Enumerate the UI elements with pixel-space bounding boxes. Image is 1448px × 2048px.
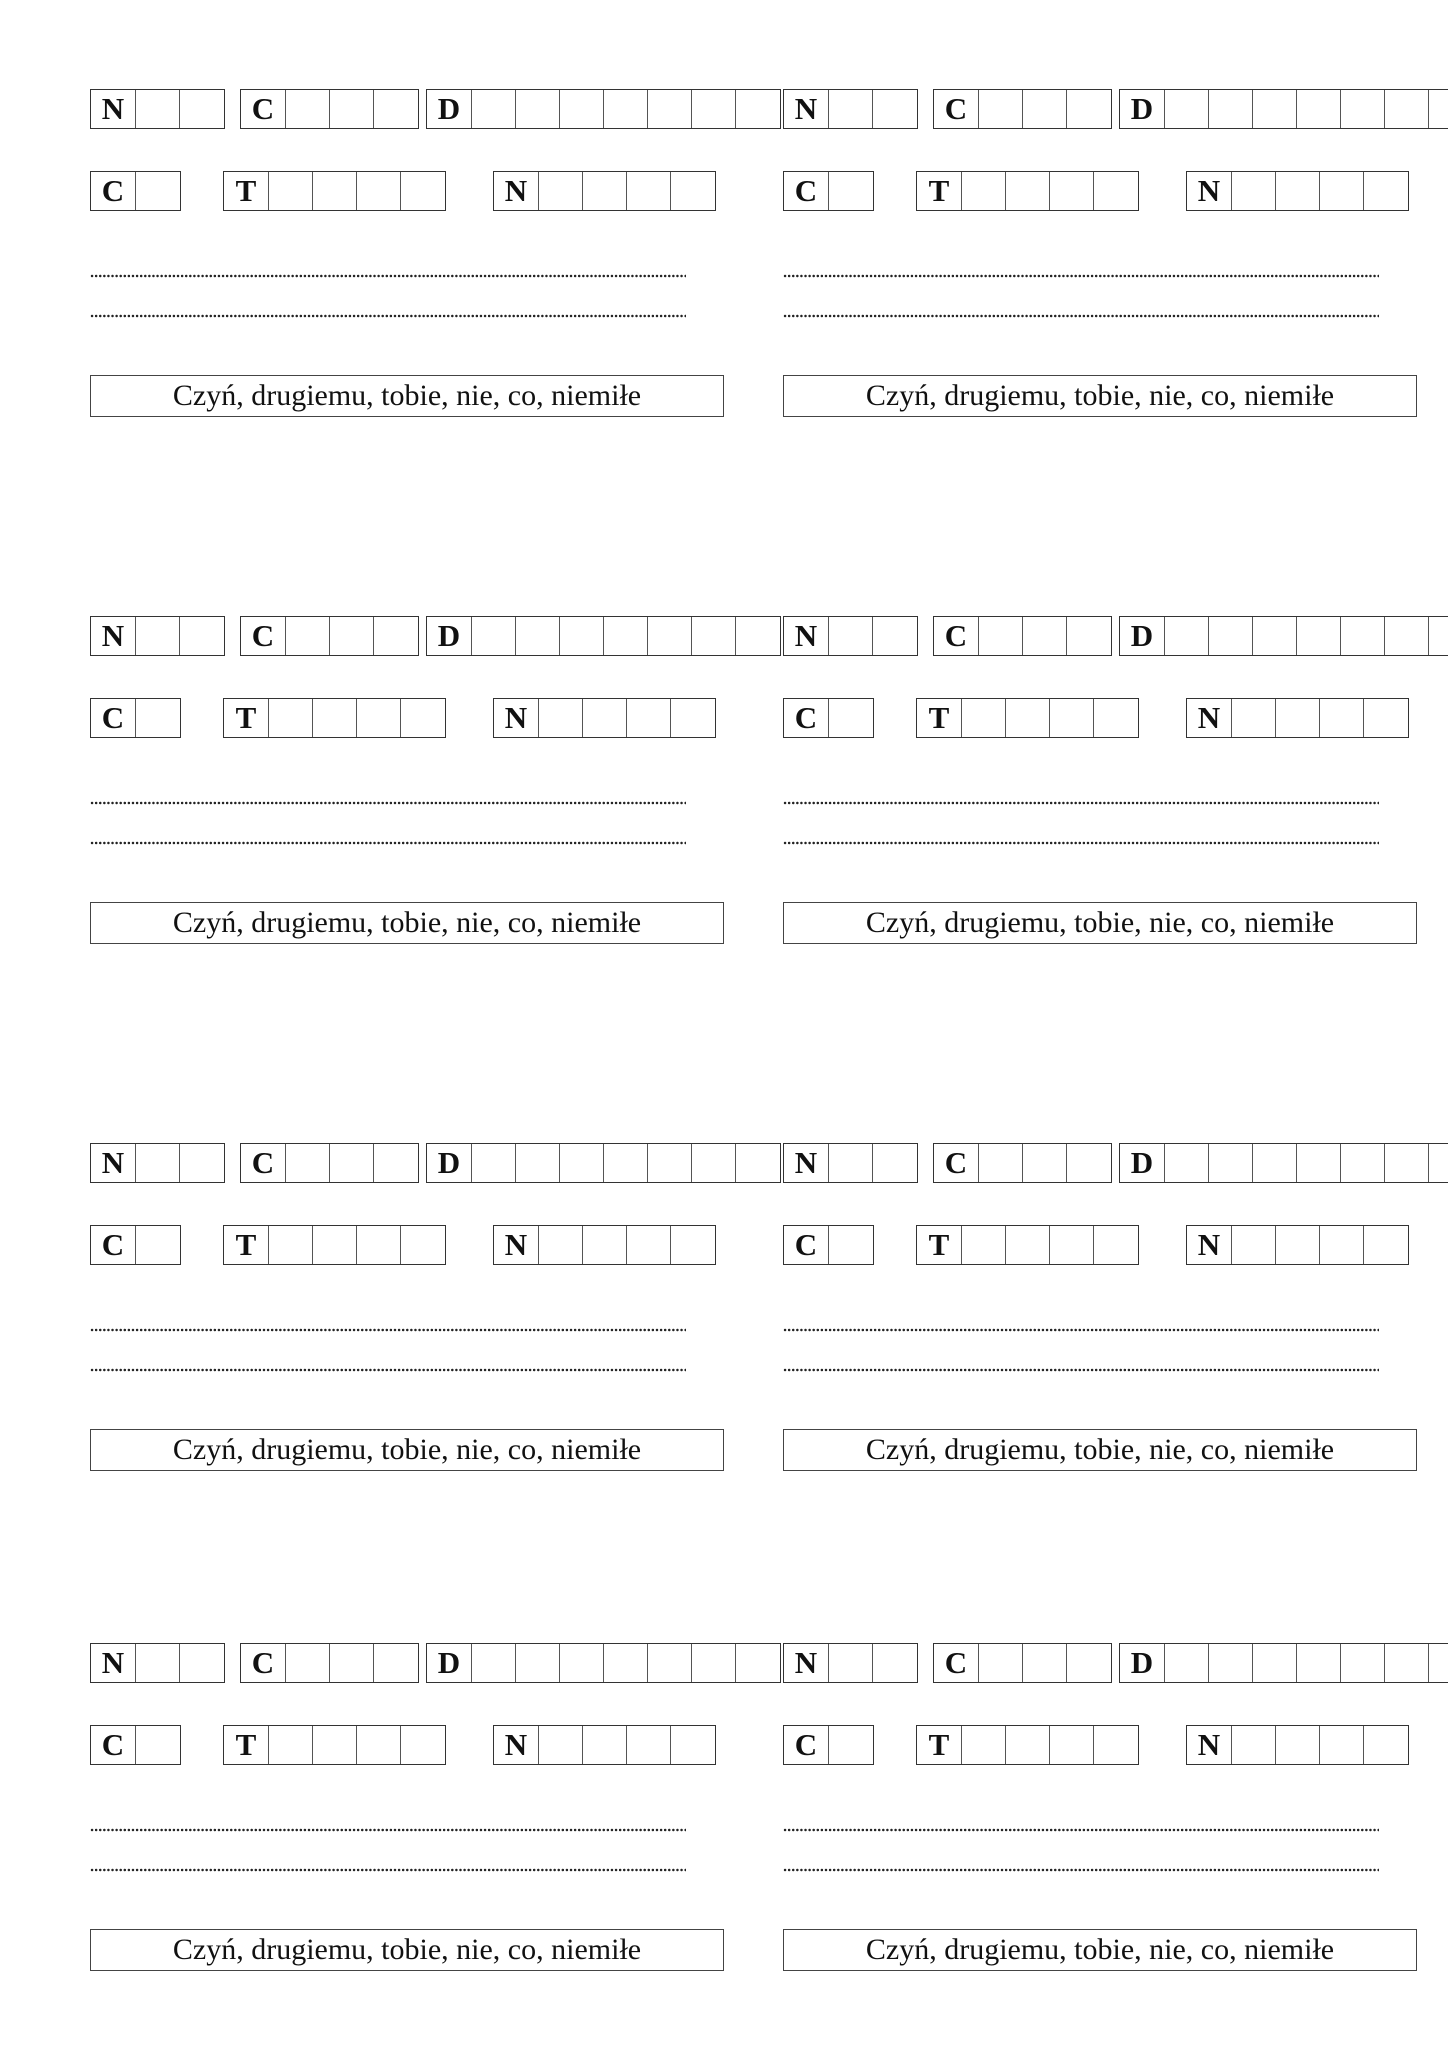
letter-cell[interactable] — [1275, 1726, 1319, 1764]
letter-cell[interactable] — [582, 1726, 626, 1764]
hint-letter-cell: D — [1130, 91, 1154, 126]
letter-grid — [1119, 89, 1448, 129]
letter-cell[interactable] — [515, 1144, 559, 1182]
letter-cell[interactable] — [626, 1226, 670, 1264]
letter-grid — [1186, 698, 1409, 738]
letter-cell[interactable] — [1296, 617, 1340, 655]
letter-cell[interactable] — [978, 1644, 1022, 1682]
letter-cell[interactable] — [828, 90, 872, 128]
hint-letter-cell: C — [101, 700, 125, 735]
exercise-card — [783, 87, 1417, 417]
hint-letter-cell: T — [235, 173, 257, 208]
exercise-card — [90, 87, 724, 417]
letter-cell[interactable] — [670, 699, 714, 737]
letter-cell[interactable] — [329, 1144, 373, 1182]
letter-grid — [426, 616, 781, 656]
letter-cell[interactable] — [603, 617, 647, 655]
letter-cell[interactable] — [268, 1226, 312, 1264]
letter-cell[interactable] — [312, 1726, 356, 1764]
letter-cell[interactable] — [1319, 1726, 1363, 1764]
exercise-card — [90, 614, 724, 944]
hint-letter-cell: T — [928, 1227, 950, 1262]
letter-cell[interactable] — [670, 172, 714, 210]
letter-cell[interactable] — [603, 1644, 647, 1682]
letter-cell[interactable] — [828, 1726, 872, 1764]
letter-cell[interactable] — [356, 172, 400, 210]
letter-cell[interactable] — [691, 1144, 735, 1182]
letter-cell[interactable] — [559, 617, 603, 655]
hint-letter-cell: C — [794, 1227, 818, 1262]
letter-cell[interactable] — [691, 90, 735, 128]
hint-letter-cell: T — [928, 1727, 950, 1762]
letter-grid — [783, 1143, 918, 1183]
letter-cell[interactable] — [961, 172, 1005, 210]
letter-cell[interactable] — [268, 699, 312, 737]
hint-letter-cell: D — [1130, 618, 1154, 653]
hint-letter-cell: N — [1197, 1227, 1221, 1262]
letter-grid — [90, 1643, 225, 1683]
letter-grid — [1119, 1643, 1448, 1683]
letter-cell[interactable] — [626, 172, 670, 210]
letter-cell[interactable] — [1066, 617, 1110, 655]
letter-cell[interactable] — [312, 172, 356, 210]
letter-cell[interactable] — [735, 617, 779, 655]
hint-letter-cell: D — [437, 1645, 461, 1680]
hint-letter-cell: C — [101, 1227, 125, 1262]
letter-cell[interactable] — [179, 1144, 223, 1182]
letter-grid — [916, 1725, 1139, 1765]
letter-grid — [426, 89, 781, 129]
hint-letter-cell: N — [794, 1645, 818, 1680]
letter-cell[interactable] — [582, 1226, 626, 1264]
letter-cell[interactable] — [1231, 1726, 1275, 1764]
letter-cell[interactable] — [1066, 1144, 1110, 1182]
letter-cell[interactable] — [691, 617, 735, 655]
letter-grid — [240, 616, 419, 656]
letter-cell[interactable] — [1252, 1644, 1296, 1682]
letter-grid — [90, 616, 225, 656]
hint-letter-cell: D — [437, 1145, 461, 1180]
letter-grid — [223, 698, 446, 738]
hint-letter-cell: T — [235, 1727, 257, 1762]
hint-letter-cell: C — [251, 1645, 275, 1680]
letter-cell[interactable] — [1093, 172, 1137, 210]
letter-grid — [933, 616, 1112, 656]
letter-grid — [916, 698, 1139, 738]
letter-cell[interactable] — [1049, 1226, 1093, 1264]
letter-grid — [493, 171, 716, 211]
letter-grid — [240, 1643, 419, 1683]
hint-letter-cell: D — [437, 91, 461, 126]
scrambled-words-box: Czyń, drugiemu, tobie, nie, co, niemiłe — [90, 1429, 724, 1471]
letter-cell[interactable] — [828, 1226, 872, 1264]
letter-cell[interactable] — [538, 1226, 582, 1264]
letter-cell[interactable] — [1384, 1644, 1428, 1682]
hint-letter-cell: C — [101, 173, 125, 208]
letter-cell[interactable] — [373, 617, 417, 655]
letter-cell[interactable] — [1022, 1644, 1066, 1682]
letter-grid — [90, 1225, 181, 1265]
letter-cell[interactable] — [961, 699, 1005, 737]
letter-cell[interactable] — [1319, 172, 1363, 210]
hint-letter-cell: D — [1130, 1145, 1154, 1180]
letter-cell[interactable] — [1231, 172, 1275, 210]
letter-grid — [426, 1143, 781, 1183]
letter-grid — [90, 698, 181, 738]
letter-cell[interactable] — [1005, 699, 1049, 737]
letter-cell[interactable] — [1296, 1644, 1340, 1682]
letter-cell[interactable] — [135, 1726, 179, 1764]
letter-cell[interactable] — [515, 1644, 559, 1682]
letter-cell[interactable] — [828, 172, 872, 210]
hint-letter-cell: N — [101, 91, 125, 126]
letter-cell[interactable] — [400, 1226, 444, 1264]
letter-cell[interactable] — [373, 90, 417, 128]
letter-cell[interactable] — [559, 90, 603, 128]
hint-letter-cell: N — [504, 700, 528, 735]
hint-letter-cell: D — [1130, 1645, 1154, 1680]
hint-letter-cell: N — [504, 1727, 528, 1762]
scrambled-words-box: Czyń, drugiemu, tobie, nie, co, niemiłe — [783, 1429, 1417, 1471]
letter-cell[interactable] — [400, 699, 444, 737]
letter-grid — [223, 1725, 446, 1765]
letter-cell[interactable] — [670, 1226, 714, 1264]
scrambled-words-box: Czyń, drugiemu, tobie, nie, co, niemiłe — [783, 375, 1417, 417]
exercise-card — [783, 1141, 1417, 1471]
scrambled-words-box: Czyń, drugiemu, tobie, nie, co, niemiłe — [90, 902, 724, 944]
letter-cell[interactable] — [1231, 699, 1275, 737]
letter-cell[interactable] — [872, 1644, 916, 1682]
scrambled-words-box: Czyń, drugiemu, tobie, nie, co, niemiłe — [90, 1929, 724, 1971]
letter-cell[interactable] — [1005, 172, 1049, 210]
letter-cell[interactable] — [1066, 1644, 1110, 1682]
letter-cell[interactable] — [1208, 90, 1252, 128]
letter-cell[interactable] — [872, 617, 916, 655]
answer-dotted-line[interactable] — [783, 1866, 1379, 1874]
letter-grid — [90, 1143, 225, 1183]
letter-cell[interactable] — [647, 90, 691, 128]
hint-letter-cell: T — [928, 173, 950, 208]
letter-cell[interactable] — [356, 1226, 400, 1264]
letter-cell[interactable] — [735, 1144, 779, 1182]
letter-cell[interactable] — [356, 699, 400, 737]
letter-grid — [783, 1225, 874, 1265]
hint-letter-cell: N — [794, 618, 818, 653]
letter-cell[interactable] — [1208, 617, 1252, 655]
letter-cell[interactable] — [1005, 1726, 1049, 1764]
letter-cell[interactable] — [1208, 1644, 1252, 1682]
answer-dotted-line[interactable] — [783, 272, 1379, 280]
letter-cell[interactable] — [978, 90, 1022, 128]
answer-dotted-line[interactable] — [90, 839, 686, 847]
letter-cell[interactable] — [626, 699, 670, 737]
letter-cell[interactable] — [961, 1226, 1005, 1264]
letter-cell[interactable] — [135, 1144, 179, 1182]
hint-letter-cell: C — [251, 1145, 275, 1180]
letter-cell[interactable] — [285, 1144, 329, 1182]
exercise-card — [90, 1641, 724, 1971]
letter-grid — [933, 1643, 1112, 1683]
answer-dotted-line[interactable] — [783, 1826, 1379, 1834]
letter-cell[interactable] — [1231, 1226, 1275, 1264]
hint-letter-cell: N — [101, 1645, 125, 1680]
letter-cell[interactable] — [1384, 617, 1428, 655]
letter-cell[interactable] — [828, 1144, 872, 1182]
hint-letter-cell: C — [794, 173, 818, 208]
hint-letter-cell: C — [251, 91, 275, 126]
answer-dotted-line[interactable] — [90, 1326, 686, 1334]
letter-grid — [426, 1643, 781, 1683]
answer-dotted-line[interactable] — [90, 1826, 686, 1834]
letter-cell[interactable] — [538, 172, 582, 210]
hint-letter-cell: C — [944, 1145, 968, 1180]
letter-cell[interactable] — [1208, 1144, 1252, 1182]
letter-cell[interactable] — [329, 1644, 373, 1682]
hint-letter-cell: T — [928, 700, 950, 735]
letter-cell[interactable] — [135, 172, 179, 210]
letter-cell[interactable] — [538, 1726, 582, 1764]
letter-cell[interactable] — [1164, 90, 1208, 128]
letter-cell[interactable] — [1022, 617, 1066, 655]
letter-cell[interactable] — [1340, 1644, 1384, 1682]
letter-cell[interactable] — [1093, 699, 1137, 737]
letter-grid — [223, 1225, 446, 1265]
answer-dotted-line[interactable] — [783, 799, 1379, 807]
answer-dotted-line[interactable] — [783, 1326, 1379, 1334]
letter-cell[interactable] — [1275, 1226, 1319, 1264]
letter-cell[interactable] — [1275, 172, 1319, 210]
letter-cell[interactable] — [329, 617, 373, 655]
scrambled-words-box: Czyń, drugiemu, tobie, nie, co, niemiłe — [783, 1929, 1417, 1971]
letter-cell[interactable] — [872, 1144, 916, 1182]
letter-cell[interactable] — [1363, 1726, 1407, 1764]
scrambled-words-box: Czyń, drugiemu, tobie, nie, co, niemiłe — [783, 902, 1417, 944]
letter-cell[interactable] — [1296, 1144, 1340, 1182]
letter-cell[interactable] — [179, 90, 223, 128]
hint-letter-cell: N — [794, 1145, 818, 1180]
hint-letter-cell: C — [251, 618, 275, 653]
hint-letter-cell: N — [1197, 173, 1221, 208]
answer-dotted-line[interactable] — [90, 272, 686, 280]
answer-dotted-line[interactable] — [783, 312, 1379, 320]
letter-cell[interactable] — [1164, 1644, 1208, 1682]
letter-cell[interactable] — [1428, 90, 1448, 128]
letter-cell[interactable] — [135, 90, 179, 128]
letter-grid — [783, 89, 918, 129]
letter-cell[interactable] — [828, 1644, 872, 1682]
hint-letter-cell: C — [794, 1727, 818, 1762]
letter-cell[interactable] — [626, 1726, 670, 1764]
letter-cell[interactable] — [1319, 699, 1363, 737]
letter-grid — [240, 89, 419, 129]
letter-cell[interactable] — [1340, 90, 1384, 128]
hint-letter-cell: N — [504, 1227, 528, 1262]
letter-cell[interactable] — [285, 617, 329, 655]
letter-cell[interactable] — [1428, 1144, 1448, 1182]
hint-letter-cell: C — [794, 700, 818, 735]
hint-letter-cell: T — [235, 700, 257, 735]
hint-letter-cell: C — [101, 1727, 125, 1762]
letter-cell[interactable] — [135, 1226, 179, 1264]
letter-cell[interactable] — [1363, 1226, 1407, 1264]
letter-grid — [783, 616, 918, 656]
letter-grid — [783, 698, 874, 738]
letter-cell[interactable] — [735, 90, 779, 128]
letter-cell[interactable] — [179, 617, 223, 655]
hint-letter-cell: T — [235, 1227, 257, 1262]
letter-grid — [916, 171, 1139, 211]
letter-grid — [1119, 1143, 1448, 1183]
answer-dotted-line[interactable] — [783, 1366, 1379, 1374]
letter-cell[interactable] — [1022, 90, 1066, 128]
letter-cell[interactable] — [1049, 172, 1093, 210]
letter-cell[interactable] — [538, 699, 582, 737]
letter-cell[interactable] — [471, 1644, 515, 1682]
letter-cell[interactable] — [1340, 617, 1384, 655]
exercise-card — [783, 1641, 1417, 1971]
letter-cell[interactable] — [978, 617, 1022, 655]
letter-cell[interactable] — [312, 1226, 356, 1264]
letter-grid — [1119, 616, 1448, 656]
letter-cell[interactable] — [329, 90, 373, 128]
letter-grid — [493, 1725, 716, 1765]
hint-letter-cell: C — [944, 1645, 968, 1680]
hint-letter-cell: N — [1197, 700, 1221, 735]
letter-cell[interactable] — [603, 90, 647, 128]
letter-cell[interactable] — [373, 1144, 417, 1182]
hint-letter-cell: C — [944, 91, 968, 126]
answer-dotted-line[interactable] — [90, 1366, 686, 1374]
letter-cell[interactable] — [828, 699, 872, 737]
letter-cell[interactable] — [135, 617, 179, 655]
letter-grid — [1186, 171, 1409, 211]
letter-cell[interactable] — [582, 172, 626, 210]
letter-cell[interactable] — [1049, 699, 1093, 737]
letter-cell[interactable] — [582, 699, 626, 737]
letter-grid — [240, 1143, 419, 1183]
letter-grid — [90, 171, 181, 211]
letter-cell[interactable] — [647, 1644, 691, 1682]
letter-cell[interactable] — [978, 1144, 1022, 1182]
letter-grid — [783, 1725, 874, 1765]
answer-dotted-line[interactable] — [90, 312, 686, 320]
letter-cell[interactable] — [1340, 1144, 1384, 1182]
answer-dotted-line[interactable] — [783, 839, 1379, 847]
letter-grid — [783, 1643, 918, 1683]
letter-grid — [783, 171, 874, 211]
letter-cell[interactable] — [1005, 1226, 1049, 1264]
letter-cell[interactable] — [603, 1144, 647, 1182]
letter-cell[interactable] — [135, 699, 179, 737]
exercise-card — [90, 1141, 724, 1471]
letter-cell[interactable] — [285, 1644, 329, 1682]
scrambled-words-box: Czyń, drugiemu, tobie, nie, co, niemiłe — [90, 375, 724, 417]
letter-cell[interactable] — [1049, 1726, 1093, 1764]
letter-cell[interactable] — [515, 617, 559, 655]
letter-cell[interactable] — [647, 1144, 691, 1182]
letter-grid — [933, 89, 1112, 129]
letter-cell[interactable] — [1066, 90, 1110, 128]
letter-cell[interactable] — [400, 1726, 444, 1764]
letter-cell[interactable] — [268, 1726, 312, 1764]
letter-cell[interactable] — [647, 617, 691, 655]
letter-cell[interactable] — [135, 1644, 179, 1682]
letter-grid — [933, 1143, 1112, 1183]
letter-grid — [493, 698, 716, 738]
letter-grid — [1186, 1225, 1409, 1265]
hint-letter-cell: N — [101, 618, 125, 653]
answer-dotted-line[interactable] — [90, 1866, 686, 1874]
letter-cell[interactable] — [515, 90, 559, 128]
letter-cell[interactable] — [356, 1726, 400, 1764]
letter-cell[interactable] — [1252, 617, 1296, 655]
letter-cell[interactable] — [1164, 1144, 1208, 1182]
hint-letter-cell: N — [1197, 1727, 1221, 1762]
letter-cell[interactable] — [312, 699, 356, 737]
letter-cell[interactable] — [179, 1644, 223, 1682]
hint-letter-cell: D — [437, 618, 461, 653]
letter-cell[interactable] — [670, 1726, 714, 1764]
letter-cell[interactable] — [872, 90, 916, 128]
letter-cell[interactable] — [1164, 617, 1208, 655]
letter-cell[interactable] — [373, 1644, 417, 1682]
letter-cell[interactable] — [1384, 1144, 1428, 1182]
exercise-card — [783, 614, 1417, 944]
hint-letter-cell: C — [944, 618, 968, 653]
letter-cell[interactable] — [735, 1644, 779, 1682]
letter-cell[interactable] — [1093, 1726, 1137, 1764]
letter-cell[interactable] — [1428, 617, 1448, 655]
letter-cell[interactable] — [268, 172, 312, 210]
hint-letter-cell: N — [504, 173, 528, 208]
letter-cell[interactable] — [471, 617, 515, 655]
letter-grid — [223, 171, 446, 211]
letter-cell[interactable] — [1428, 1644, 1448, 1682]
letter-cell[interactable] — [1275, 699, 1319, 737]
letter-cell[interactable] — [1363, 699, 1407, 737]
letter-grid — [90, 89, 225, 129]
answer-dotted-line[interactable] — [90, 799, 686, 807]
letter-grid — [916, 1225, 1139, 1265]
letter-cell[interactable] — [1093, 1226, 1137, 1264]
letter-cell[interactable] — [1022, 1144, 1066, 1182]
letter-cell[interactable] — [471, 1144, 515, 1182]
letter-cell[interactable] — [471, 90, 515, 128]
letter-grid — [90, 1725, 181, 1765]
letter-cell[interactable] — [691, 1644, 735, 1682]
hint-letter-cell: N — [101, 1145, 125, 1180]
letter-grid — [493, 1225, 716, 1265]
letter-cell[interactable] — [559, 1144, 603, 1182]
letter-cell[interactable] — [1252, 90, 1296, 128]
letter-cell[interactable] — [1384, 90, 1428, 128]
letter-cell[interactable] — [285, 90, 329, 128]
letter-grid — [1186, 1725, 1409, 1765]
letter-cell[interactable] — [961, 1726, 1005, 1764]
letter-cell[interactable] — [559, 1644, 603, 1682]
letter-cell[interactable] — [400, 172, 444, 210]
letter-cell[interactable] — [828, 617, 872, 655]
letter-cell[interactable] — [1252, 1144, 1296, 1182]
letter-cell[interactable] — [1363, 172, 1407, 210]
hint-letter-cell: N — [794, 91, 818, 126]
letter-cell[interactable] — [1319, 1226, 1363, 1264]
letter-cell[interactable] — [1296, 90, 1340, 128]
